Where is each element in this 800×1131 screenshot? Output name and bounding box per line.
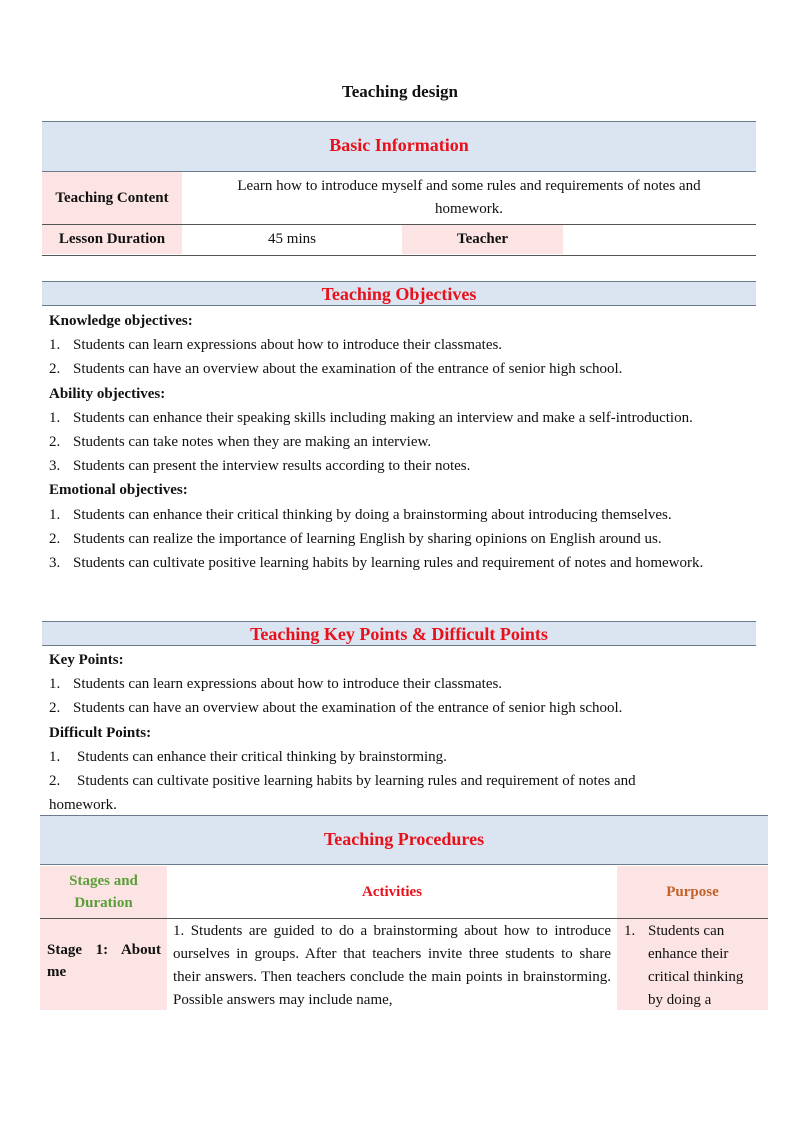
list-item: 1. Students can enhance their critical thinking by doing a brainstorming about introducing themselves. [49, 506, 672, 523]
activity-1-cell [173, 919, 611, 1010]
activity-1-text: 1. Students are guided to do a brainstorming about how to introduce ourselves in groups. After that teachers invite three students to share their answers. Then teachers conclude the main points in brainstorming. Possible answers may include name, [173, 923, 611, 1008]
basic-info-heading: Basic Information [42, 121, 756, 172]
ability-title: Ability objectives: [49, 385, 166, 402]
objectives-heading: Teaching Objectives [42, 281, 756, 306]
list-item: 1. Students can enhance their critical thinking by brainstorming. [49, 748, 447, 765]
keypoints-heading: Teaching Key Points & Difficult Points [42, 621, 756, 646]
stage-column-header: Stages and Duration [40, 866, 167, 918]
list-item: 2. Students can have an overview about the examination of the entrance of senior high school. [49, 361, 623, 378]
teaching-content-value-cell [204, 172, 734, 224]
list-item: 1. Students can learn expressions about how to introduce their classmates. [49, 676, 503, 693]
key-points-title: Key Points: [49, 652, 124, 668]
lesson-duration-label: Lesson Duration [58, 231, 166, 247]
lesson-duration-value: 45 mins [268, 231, 316, 247]
teacher-label: Teacher [456, 231, 509, 247]
teacher-label-cell [402, 225, 563, 254]
activities-column-header: Activities [362, 883, 422, 900]
list-item: 3. Students can cultivate positive learning habits by learning rules and requirement of notes and homework. [49, 555, 704, 572]
teaching-content-label: Teaching Content [55, 189, 169, 206]
purpose-1-number: 1. [624, 923, 636, 939]
list-item: 3. Students can present the interview results according to their notes. [49, 458, 471, 475]
purpose-column-header: Purpose [617, 866, 768, 918]
stage-1-cell [40, 919, 167, 1010]
teaching-content-value: Learn how to introduce myself and some rules and requirements of notes and homework. [237, 178, 701, 217]
purpose-1-text: Students can enhance their critical thinking by doing a [648, 923, 744, 1008]
divider [42, 255, 756, 256]
list-item: 2. Students can cultivate positive learning habits by learning rules and requirement of notes and homework. [49, 773, 636, 814]
knowledge-title: Knowledge objectives: [49, 313, 193, 329]
list-item: 2. Students can take notes when they are making an interview. [49, 434, 432, 451]
lesson-duration-value-cell [182, 225, 402, 254]
stage-1-label: Stage 1: About me [47, 942, 161, 980]
teaching-content-label-cell [42, 172, 182, 224]
keypoints-body [49, 648, 749, 817]
list-item: 2. Students can have an overview about the examination of the entrance of senior high school. [49, 700, 623, 717]
lesson-duration-label-cell [42, 225, 182, 254]
teacher-value-cell [563, 225, 756, 254]
list-item: 2. Students can realize the importance of learning English by sharing opinions on English around us. [49, 530, 662, 547]
list-item: 1. Students can enhance their speaking skills including making an interview and make a self-introduction. [49, 409, 693, 426]
page-title: Teaching design [341, 82, 459, 101]
procedures-heading: Teaching Procedures [40, 815, 768, 865]
list-item: 1. Students can learn expressions about how to introduce their classmates. [49, 337, 503, 354]
difficult-points-title: Difficult Points: [49, 724, 152, 741]
emotional-title: Emotional objectives: [49, 482, 188, 499]
objectives-body [49, 309, 749, 575]
purpose-1-cell [617, 919, 768, 1010]
